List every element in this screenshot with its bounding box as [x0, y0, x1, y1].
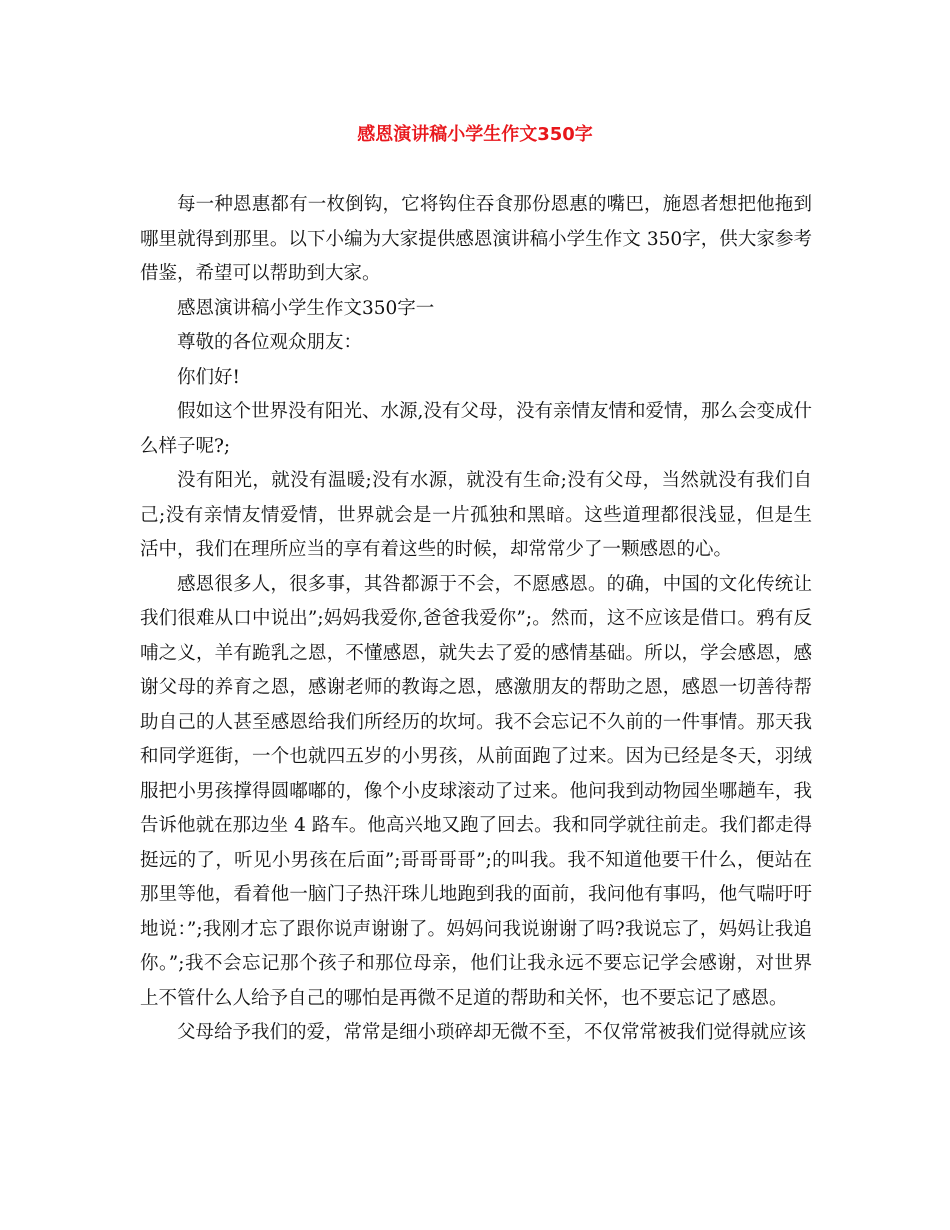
paragraph-heading: 感恩演讲稿小学生作文350字一 [177, 297, 435, 319]
paragraph: 感恩很多人，很多事，其咎都源于不会，不愿感恩。的确，中国的文化传统让我们很难从口中说出”;妈妈我爱你,爸爸我爱你”;。然而，这不应该是借口。鸦有反哺之义，羊有跪乳之恩，不懂感恩，就失去了爱的感情基础。所以，学会感恩，感谢父母的养育之恩，感谢老师的教诲之恩，感激朋友的帮助之恩，感恩一切善待帮助自己的人甚至感恩给我们所经历的坎坷。我不会忘记不久前的一件事情。那天我和同学逛街，一个也就四五岁的小男孩，从前面跑了过来。因为已经是冬天，羽绒服把小男孩撑得圆嘟嘟的，像个小皮球滚动了过来。他问我到动物园坐哪趟车，我告诉他就在那边坐 4 路车。他高兴地又跑了回去。我和同学就往前走。我们都走得挺远的了，听见小男孩在后面”;哥哥哥哥”;的叫我。我不知道他要干什么，便站在那里等他，看着他一脑门子热汗珠儿地跑到我的面前，我问他有事吗，他气喘吁吁地说：”;我刚才忘了跟你说声谢谢了。妈妈问我说谢谢了吗?我说忘了，妈妈让我追你。”;我不会忘记那个孩子和那位母亲，他们让我永远不要忘记学会感谢，对世界上不管什么人给予自己的哪怕是再微不足道的帮助和关怀，也不要忘记了感恩。 [140, 573, 812, 1009]
paragraph: 父母给予我们的爱，常常是细小琐碎却无微不至，不仅常常被我们觉得就应该 [177, 1022, 807, 1043]
paragraph: 假如这个世界没有阳光、水源,没有父母，没有亲情友情和爱情，那么会变成什么样子呢?; [140, 401, 812, 457]
paragraph: 没有阳光，就没有温暖;没有水源，就没有生命;没有父母，当然就没有我们自己;没有亲情友情爱情，世界就会是一片孤独和黑暗。这些道理都很浅显，但是生活中，我们在理所应当的享有着这些的时候，却常常少了一颗感恩的心。 [140, 470, 812, 560]
document-title: 感恩演讲稿小学生作文350字 [357, 124, 593, 145]
paragraph-intro: 每一种恩惠都有一枚倒钩，它将钩住吞食那份恩惠的嘴巴，施恩者想把他拖到哪里就得到那里。以下小编为大家提供感恩演讲稿小学生作文 350字，供大家参考借鉴，希望可以帮助到大家。 [140, 194, 812, 284]
paragraph-greeting: 你们好! [177, 366, 240, 388]
paragraph-salutation: 尊敬的各位观众朋友： [177, 332, 363, 353]
document-body [140, 188, 812, 1051]
